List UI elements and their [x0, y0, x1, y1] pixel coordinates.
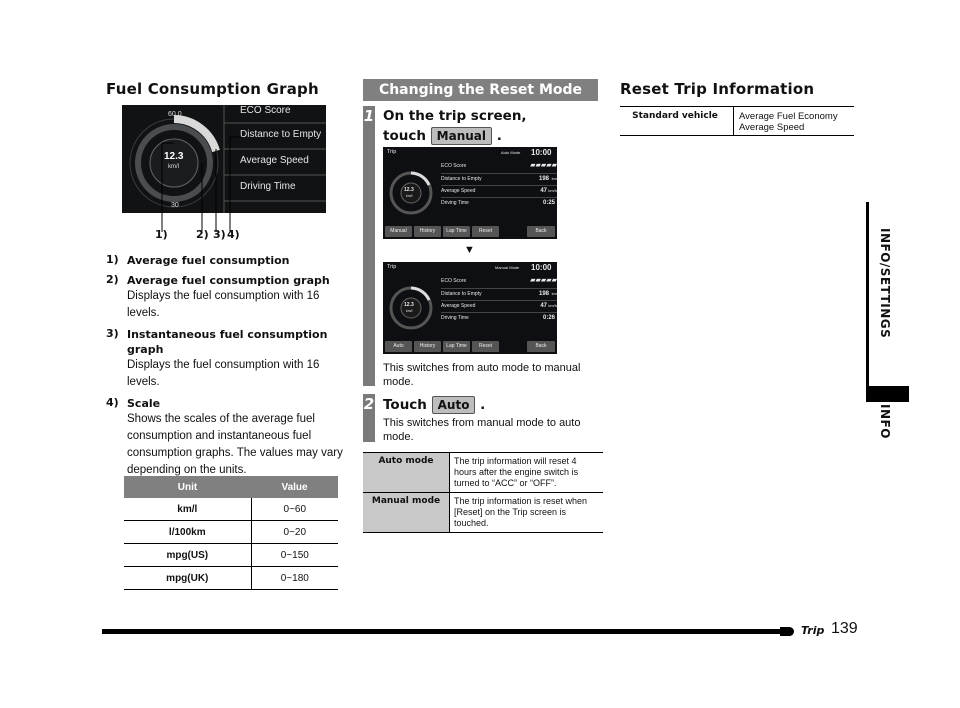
- step-2-touch: Touch: [383, 397, 427, 413]
- row-value: 47: [540, 303, 547, 309]
- item-title: Average fuel consumption graph: [127, 274, 330, 287]
- screen-btn-history[interactable]: History: [414, 226, 441, 237]
- row-unit: km/h: [548, 188, 557, 193]
- list-item: [106, 253, 346, 268]
- screen-mode: Manual Mode: [495, 265, 520, 270]
- table-header-value: Value: [251, 476, 338, 498]
- row-value: 0:26: [542, 315, 555, 321]
- leaf-icons: ▰▰▰▰▰: [530, 277, 557, 284]
- reset-mode-title: Changing the Reset Mode: [378, 82, 583, 98]
- screen-btn-manual[interactable]: Manual: [385, 226, 412, 237]
- item-title: Scale: [127, 397, 161, 410]
- step-1-description: This switches from auto mode to manual mode.: [383, 362, 581, 388]
- step-2-description: This switches from manual mode to auto mode.: [383, 417, 581, 443]
- row-value: 0:25: [542, 200, 555, 206]
- callout-4: 4): [227, 228, 240, 241]
- screen-row-driving: [441, 197, 557, 208]
- row-value: 47: [540, 188, 547, 194]
- screen-title: Trip: [387, 264, 397, 270]
- mode-name: Auto mode: [363, 453, 450, 493]
- mode-description: The trip information is reset when [Reset] on the Trip screen is touched.: [450, 493, 604, 533]
- screen-value: 12.3: [404, 187, 414, 193]
- screen-time: 10:00: [531, 263, 552, 272]
- list-item: [106, 273, 346, 322]
- trip-screen-manual: [383, 262, 557, 354]
- row-label: ECO Score: [441, 163, 467, 169]
- screen-gauge-icon: [389, 167, 433, 219]
- row-unit: km/h: [548, 303, 557, 308]
- table-row: [363, 453, 603, 493]
- unit-value-table: [124, 476, 338, 590]
- screen-row-speed: [441, 300, 557, 311]
- item-number: 2): [106, 273, 119, 286]
- down-arrow: ▼: [464, 244, 475, 256]
- manual-key[interactable]: Manual: [431, 127, 492, 145]
- table-row: [363, 493, 603, 533]
- graph-label-driving: Driving Time: [240, 181, 296, 192]
- item-number: 4): [106, 396, 119, 409]
- screen-btn-history[interactable]: History: [414, 341, 441, 352]
- step-1-line-a: On the trip screen,: [383, 108, 527, 124]
- screen-title: Trip: [387, 149, 397, 155]
- section-title-fuel-graph: Fuel Consumption Graph: [106, 80, 319, 98]
- screen-time: 10:00: [531, 148, 552, 157]
- graph-label-eco: ECO Score: [240, 105, 291, 116]
- graph-scale-bottom: 30: [171, 202, 179, 209]
- cell-unit: km/l: [124, 498, 251, 521]
- cell-unit: l/100km: [124, 521, 251, 544]
- item-title: Instantaneous fuel consumption graph: [127, 328, 328, 356]
- screen-row-speed: [441, 185, 557, 196]
- table-row: [124, 544, 338, 567]
- step-1-heading: [383, 106, 593, 146]
- row-label: Average Speed: [441, 303, 476, 309]
- item-description: Displays the fuel consumption with 16 levels.: [127, 290, 320, 319]
- list-item: [106, 327, 346, 391]
- reset-mode-title-bar: [363, 79, 598, 101]
- table-header-unit: Unit: [124, 476, 251, 498]
- table-row: [124, 521, 338, 544]
- leaf-icons: ▰▰▰▰▰: [530, 162, 557, 169]
- callout-2: 2): [196, 228, 209, 241]
- cell-value: 0~60: [251, 498, 338, 521]
- screen-row-distance: [441, 173, 557, 184]
- cell-value: 0~180: [251, 567, 338, 590]
- screen-btn-reset[interactable]: Reset: [472, 341, 499, 352]
- side-tab-section-text: INFO/SETTINGS: [878, 228, 892, 339]
- mode-name: Manual mode: [363, 493, 450, 533]
- screen-gauge-icon: [389, 282, 433, 334]
- step-number-1: [363, 106, 375, 386]
- row-value: 198: [538, 291, 549, 297]
- step-2-period: .: [480, 397, 486, 413]
- reset-mode-table: [363, 452, 603, 533]
- graph-label-distance: Distance to Empty: [240, 129, 322, 140]
- screen-btn-laptime[interactable]: Lap Time: [443, 226, 470, 237]
- row-label: Distance to Empty: [441, 176, 482, 182]
- step-1-touch: touch: [383, 128, 426, 144]
- cell-unit: mpg(US): [124, 544, 251, 567]
- reset-item-1: Average Fuel Economy: [739, 111, 838, 122]
- screen-row-driving: [441, 312, 557, 323]
- callout-1: 1): [155, 228, 168, 241]
- footer-section-label: Trip: [801, 624, 825, 637]
- graph-value: 12.3: [164, 151, 184, 162]
- side-tab-sub-label: [878, 404, 898, 444]
- step-1-line-b: [383, 126, 593, 146]
- mode-description: The trip information will reset 4 hours after the engine switch is turned to “ACC” or “OFF”.: [450, 453, 604, 493]
- reset-trip-table: [620, 106, 854, 136]
- page-number: 139: [831, 620, 858, 637]
- graph-item-list: [106, 253, 346, 479]
- row-unit: km: [551, 291, 557, 296]
- footer-rule: [102, 629, 792, 634]
- reset-item-2: Average Speed: [739, 122, 805, 133]
- list-item: [106, 396, 346, 479]
- vehicle-type-label: Standard vehicle: [632, 111, 718, 121]
- step-1-label: 1: [363, 107, 375, 125]
- cell-value: 0~20: [251, 521, 338, 544]
- row-label: Average Speed: [441, 188, 476, 194]
- screen-btn-auto[interactable]: Auto: [385, 341, 412, 352]
- row-label: Driving Time: [441, 315, 469, 321]
- screen-btn-laptime[interactable]: Lap Time: [443, 341, 470, 352]
- item-title: Average fuel consumption: [127, 254, 290, 267]
- step-number-2: [363, 394, 375, 442]
- row-label: Driving Time: [441, 200, 469, 206]
- screen-unit: km/l: [406, 194, 413, 198]
- screen-row-eco: [441, 161, 557, 171]
- screen-btn-reset[interactable]: Reset: [472, 226, 499, 237]
- callout-lines: [122, 105, 326, 235]
- side-tab-section-label: [878, 228, 898, 388]
- graph-unit: km/l: [168, 164, 179, 170]
- footer-rule-tip: [780, 627, 794, 636]
- screen-btn-back[interactable]: Back: [527, 341, 555, 352]
- screen-unit: km/l: [406, 309, 413, 313]
- cell-unit: mpg(UK): [124, 567, 251, 590]
- step-1-period: .: [496, 128, 502, 144]
- step-2-heading: [383, 396, 485, 414]
- item-description: Shows the scales of the average fuel consumption and instantaneous fuel consumption graphs. The values may vary depending on the units.: [127, 413, 343, 476]
- item-number: 1): [106, 253, 119, 266]
- side-tab-sub-text: INFO: [878, 404, 892, 439]
- table-row: [124, 498, 338, 521]
- graph-label-speed: Average Speed: [240, 155, 309, 166]
- row-label: Distance to Empty: [441, 291, 482, 297]
- table-header-row: [124, 476, 338, 498]
- side-tab-info: [866, 386, 909, 402]
- cell-value: 0~150: [251, 544, 338, 567]
- auto-key[interactable]: Auto: [432, 396, 476, 414]
- trip-screen-auto: [383, 147, 557, 239]
- graph-scale-top: 60 0: [168, 111, 182, 118]
- screen-row-distance: [441, 288, 557, 299]
- item-description: Displays the fuel consumption with 16 levels.: [127, 359, 320, 388]
- row-unit: km: [551, 176, 557, 181]
- table-divider: [733, 107, 734, 135]
- row-value: 198: [538, 176, 549, 182]
- side-tab-line: [866, 202, 869, 402]
- callout-3: 3): [213, 228, 226, 241]
- step-2-label: 2: [363, 395, 375, 413]
- table-row: [124, 567, 338, 590]
- screen-value: 12.3: [404, 302, 414, 308]
- item-number: 3): [106, 327, 119, 340]
- screen-btn-back[interactable]: Back: [527, 226, 555, 237]
- row-label: ECO Score: [441, 278, 467, 284]
- section-title-reset-trip: Reset Trip Information: [620, 80, 815, 98]
- screen-row-eco: [441, 276, 557, 286]
- screen-mode: Auto Mode: [501, 150, 521, 155]
